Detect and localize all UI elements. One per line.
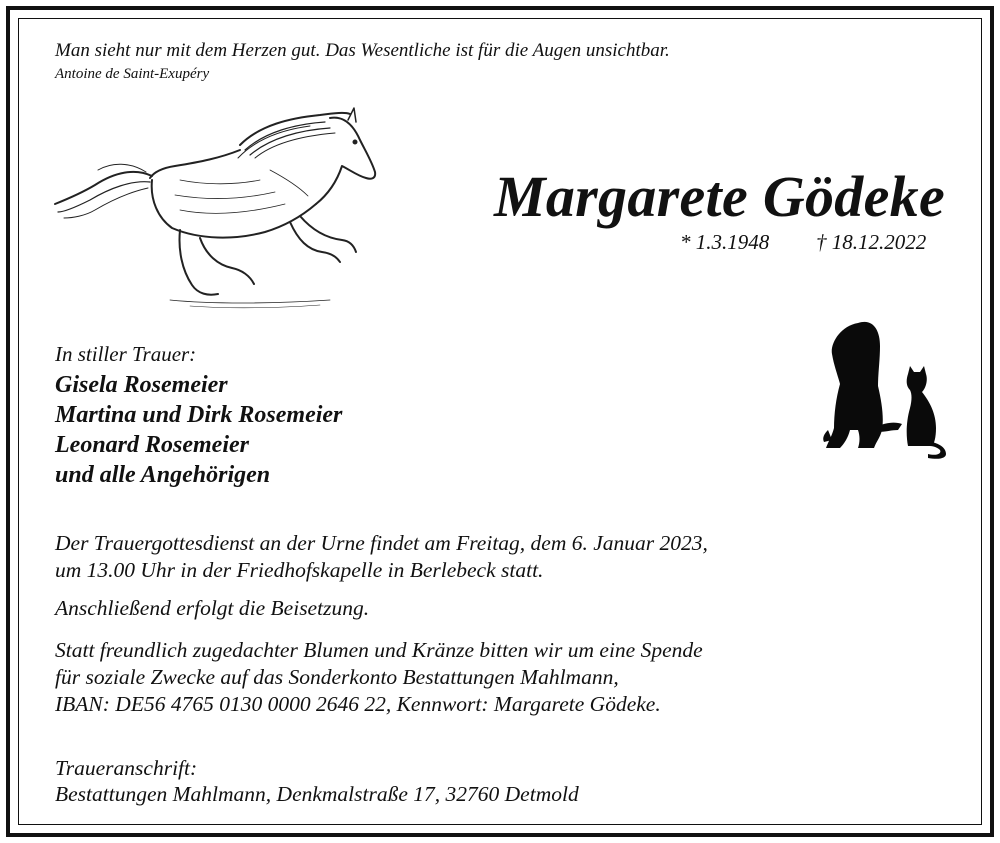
deceased-name: Margarete Gödeke (494, 164, 945, 229)
death-date: † 18.12.2022 (816, 230, 927, 254)
mourners-intro: In stiller Trauer: (55, 342, 197, 366)
address-value: Bestattungen Mahlmann, Denkmalstraße 17, 32760 Detmold (55, 782, 579, 806)
donation-line-2: für soziale Zwecke auf das Sonderkonto Bestattungen Mahlmann, (55, 665, 619, 689)
address-label: Traueranschrift: (55, 756, 198, 780)
dog-and-cat-icon (818, 318, 952, 463)
mourner-name: und alle Angehörigen (55, 462, 271, 488)
mourner-name: Gisela Rosemeier (55, 372, 228, 398)
quote-author: Antoine de Saint-Exupéry (55, 66, 210, 82)
quote-text: Man sieht nur mit dem Herzen gut. Das Wesentliche ist für die Augen unsichtbar. (55, 40, 670, 61)
service-line-1: Der Trauergottesdienst an der Urne findet am Freitag, dem 6. Januar 2023, (55, 531, 708, 555)
mourner-name: Leonard Rosemeier (55, 432, 249, 458)
service-line-2: um 13.00 Uhr in der Friedhofskapelle in Berlebeck statt. (55, 558, 544, 582)
mourner-name: Martina und Dirk Rosemeier (55, 402, 343, 428)
donation-line-3: IBAN: DE56 4765 0130 0000 2646 22, Kennwort: Margarete Gödeke. (55, 692, 661, 716)
donation-line-1: Statt freundlich zugedachter Blumen und Kränze bitten wir um eine Spende (55, 638, 703, 662)
burial-note: Anschließend erfolgt die Beisetzung. (55, 596, 370, 620)
birth-date: * 1.3.1948 (680, 230, 770, 254)
horse-sketch-icon (50, 100, 380, 315)
